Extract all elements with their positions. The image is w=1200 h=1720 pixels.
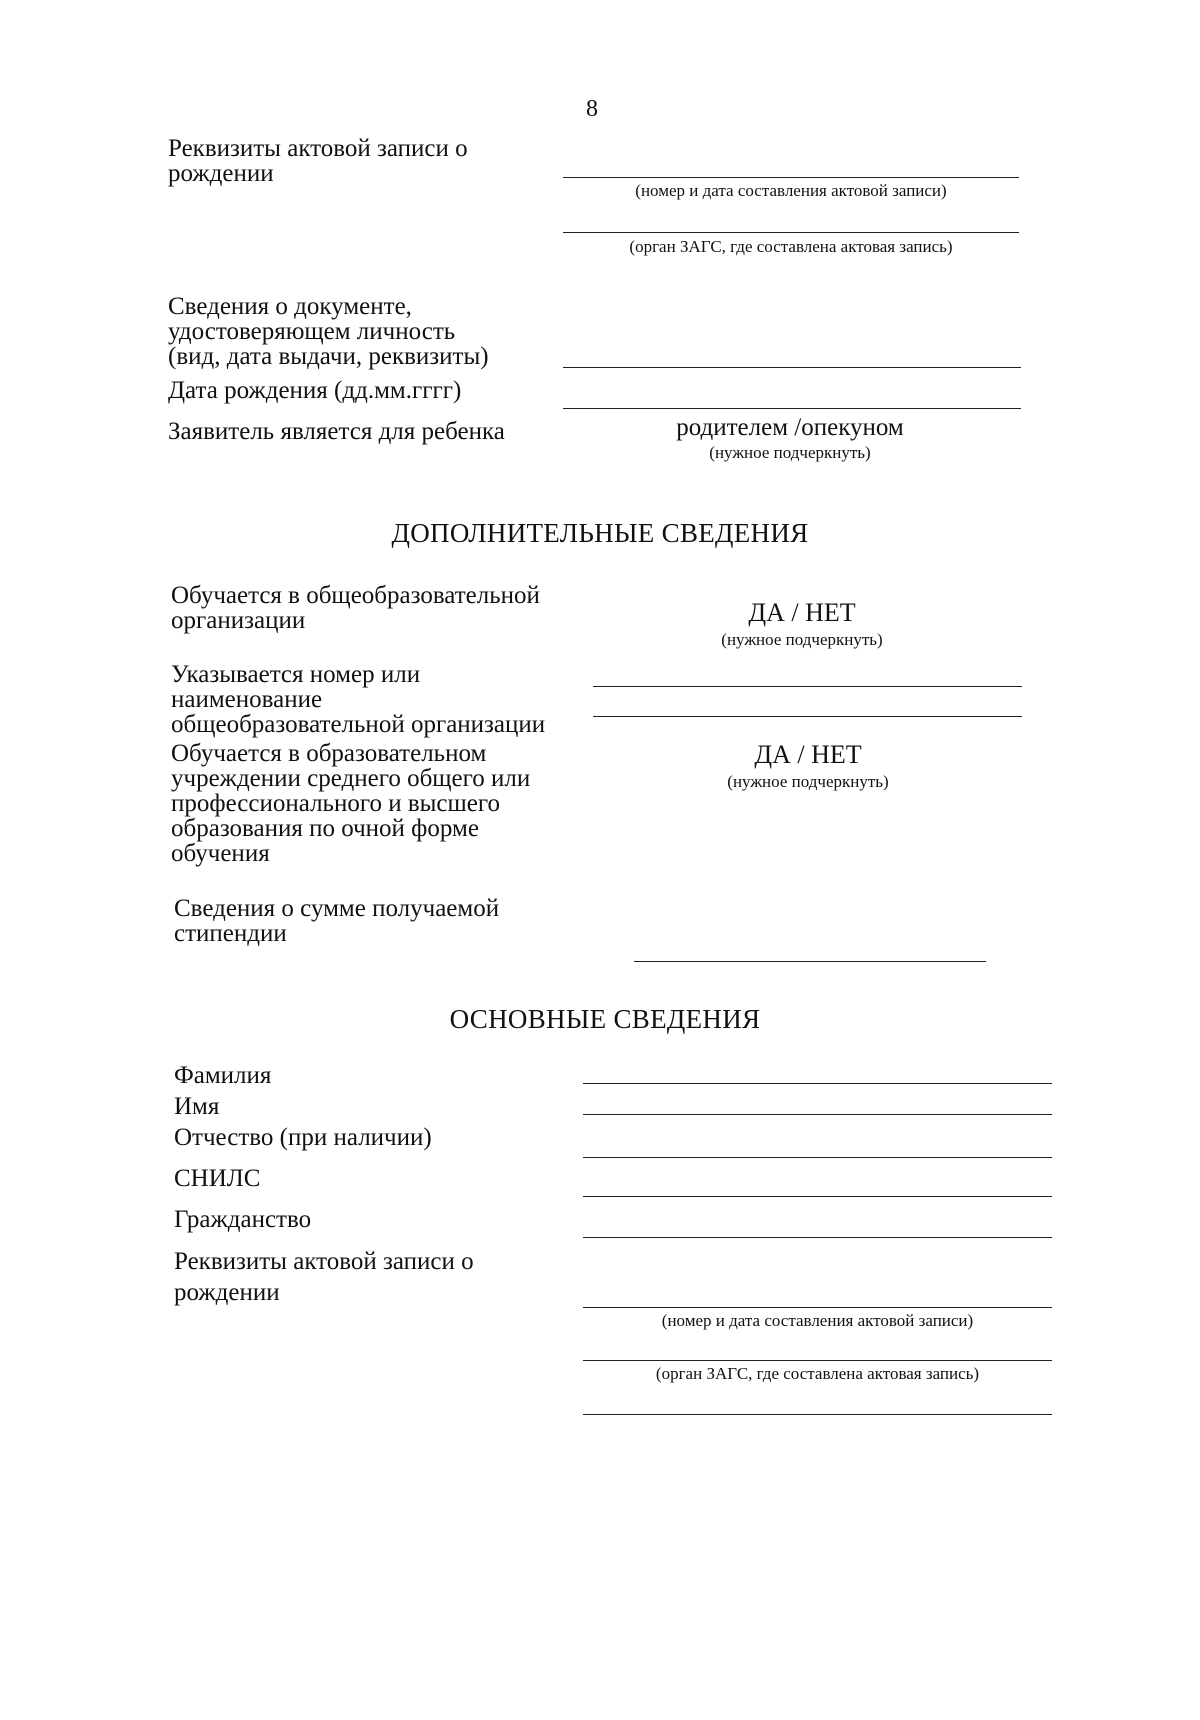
- surname-line[interactable]: [583, 1083, 1052, 1084]
- page-number: 8: [586, 96, 598, 122]
- identity-doc-line[interactable]: [563, 367, 1021, 368]
- main-registry-office-caption: (орган ЗАГС, где составлена актовая запись): [655, 1364, 980, 1383]
- general-school-caption: (нужное подчеркнуть): [721, 630, 883, 649]
- snils-line[interactable]: [583, 1196, 1052, 1197]
- registry-office-caption: (орган ЗАГС, где составлена актовая запись): [629, 237, 953, 256]
- name-label: Имя: [174, 1093, 220, 1120]
- school-name-line-1[interactable]: [593, 686, 1022, 687]
- birth-date-label: Дата рождения (дд.мм.гггг): [168, 377, 462, 404]
- additional-section-heading: ДОПОЛНИТЕЛЬНЫЕ СВЕДЕНИЯ: [391, 518, 809, 548]
- main-birth-record-label-line: рождении: [174, 1279, 280, 1306]
- higher-edu-label-line: образования по очной форме: [171, 815, 479, 842]
- patronymic-line[interactable]: [583, 1157, 1052, 1158]
- identity-doc-label-line: Сведения о документе,: [168, 293, 412, 320]
- main-extra-line[interactable]: [583, 1414, 1052, 1415]
- name-line[interactable]: [583, 1114, 1052, 1115]
- school-name-label: [171, 662, 545, 737]
- main-birth-record-label: [174, 1246, 474, 1308]
- school-name-label-line: общеобразовательной организации: [171, 711, 546, 738]
- applicant-role-label: Заявитель является для ребенка: [168, 418, 505, 445]
- higher-edu-label-line: обучения: [171, 840, 270, 867]
- higher-edu-label: [171, 741, 530, 866]
- citizenship-line[interactable]: [583, 1237, 1052, 1238]
- higher-edu-caption: (нужное подчеркнуть): [727, 772, 889, 791]
- identity-doc-label-line: удостоверяющем личность: [168, 318, 456, 345]
- main-section-heading: ОСНОВНЫЕ СВЕДЕНИЯ: [449, 1004, 761, 1034]
- citizenship-label: Гражданство: [174, 1206, 312, 1233]
- school-name-line-2[interactable]: [593, 716, 1022, 717]
- record-number-caption: (номер и дата составления актовой записи): [635, 181, 947, 200]
- higher-edu-value[interactable]: ДА / НЕТ: [754, 740, 862, 769]
- main-birth-record-label-line: Реквизиты актовой записи о: [174, 1248, 474, 1275]
- main-record-number-caption: (номер и дата составления актовой записи): [661, 1311, 974, 1330]
- higher-edu-label-line: Обучается в образовательном: [171, 740, 487, 767]
- stipend-line[interactable]: [634, 961, 986, 962]
- general-school-label-line: организации: [171, 607, 306, 634]
- stipend-label: [174, 896, 499, 946]
- patronymic-label: Отчество (при наличии): [174, 1124, 432, 1151]
- applicant-role-value[interactable]: родителем /опекуном: [676, 414, 904, 441]
- identity-doc-label-line: (вид, дата выдачи, реквизиты): [168, 343, 489, 370]
- higher-edu-label-line: профессионального и высшего: [171, 790, 501, 817]
- birth-record-label-line: рождении: [168, 160, 274, 187]
- applicant-role-caption: (нужное подчеркнуть): [709, 443, 871, 462]
- main-registry-office-line[interactable]: [583, 1360, 1052, 1361]
- school-name-label-line: наименование: [171, 686, 323, 713]
- birth-record-label-line: Реквизиты актовой записи о: [168, 135, 468, 162]
- stipend-label-line: Сведения о сумме получаемой: [174, 895, 500, 922]
- surname-label: Фамилия: [174, 1062, 272, 1089]
- record-number-line[interactable]: [563, 177, 1019, 178]
- general-school-label-line: Обучается в общеобразовательной: [171, 582, 540, 609]
- general-school-value[interactable]: ДА / НЕТ: [748, 598, 856, 627]
- main-record-number-line[interactable]: [583, 1307, 1052, 1308]
- higher-edu-label-line: учреждении среднего общего или: [171, 765, 531, 792]
- birth-record-label: [168, 136, 468, 186]
- school-name-label-line: Указывается номер или: [171, 661, 421, 688]
- identity-doc-label: [168, 294, 489, 369]
- birth-date-line[interactable]: [563, 408, 1021, 409]
- stipend-label-line: стипендии: [174, 920, 287, 947]
- general-school-label: [171, 583, 540, 633]
- snils-label: СНИЛС: [174, 1165, 261, 1192]
- registry-office-line[interactable]: [563, 232, 1019, 233]
